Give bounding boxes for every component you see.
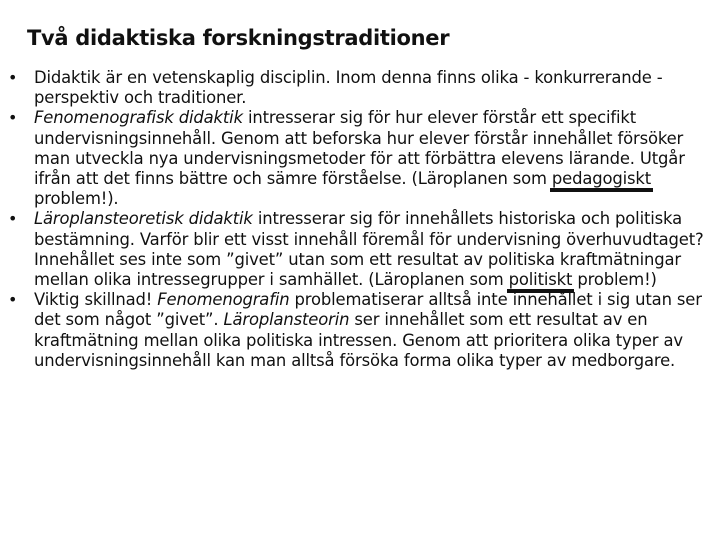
bullet-text [34, 108, 685, 208]
bullet-item-fenomenografisk [8, 108, 710, 209]
bullet-list [8, 68, 710, 371]
bullet-text-segment: problem!). [34, 189, 119, 209]
term-fenomenografisk-didaktik: Fenomenografisk didaktik [34, 108, 243, 128]
bullet-text-segment: ser innehållet som ett resultat av en kraftmätning mellan olika politiska intressen. Genom att prioritera olika typer av undervisningsinnehåll kan man alltså försöka forma olika typer av medborgare. [34, 310, 683, 370]
term-laroplansteorin: Läroplansteorin [223, 310, 350, 330]
bullet-marker: • [8, 68, 18, 87]
bullet-item-laroplansteoretisk [8, 209, 710, 290]
underline-mark [550, 188, 653, 192]
term-fenomenografin: Fenomenografin [157, 290, 290, 310]
bullet-text-segment: Viktig skillnad! [34, 290, 158, 310]
bullet-text-segment: problem!) [572, 270, 657, 290]
bullet-text [34, 290, 702, 370]
bullet-text-segment: problematiserar alltså inte innehållet i sig utan ser det som något ”givet”. [34, 290, 702, 330]
bullet-item-didaktik [8, 68, 710, 108]
bullet-marker: • [8, 209, 18, 229]
bullet-text-segment: intresserar sig för hur elever förstår ett specifikt undervisningsinnehåll. Genom att beforska hur elever förstår innehållet försöker man utveckla nya undervisningsmetoder för att förbättra elevens lärande. Utgår ifrån att det finns bättre och sämre förståelse. (Läroplanen som [34, 108, 685, 189]
slide-title: Två didaktiska forskningstraditioner [27, 26, 450, 50]
bullet-marker: • [8, 290, 18, 310]
bullet-text: Didaktik är en vetenskaplig disciplin. Inom denna finns olika - konkurrerande - perspektiv och traditioner. [34, 68, 663, 108]
bullet-item-viktig-skillnad [8, 290, 710, 371]
bullet-text [34, 209, 704, 289]
bullet-text-segment: intresserar sig för innehållets historiska och politiska bestämning. Varför blir ett visst innehåll föremål för undervisning överhuvudtaget? Innehållet ses inte som ”givet” utan som ett resultat av politiska kraftmätningar mellan olika intressegrupper i samhället. (Läroplanen som [34, 209, 704, 290]
term-laroplansteoretisk-didaktik: Läroplansteoretisk didaktik [34, 209, 253, 229]
bullet-marker: • [8, 108, 18, 128]
underlined-word-text: pedagogiskt [551, 169, 652, 189]
underlined-word-pedagogiskt [552, 169, 651, 189]
underlined-word-text: politiskt [508, 270, 573, 290]
underlined-word-politiskt [509, 270, 573, 290]
